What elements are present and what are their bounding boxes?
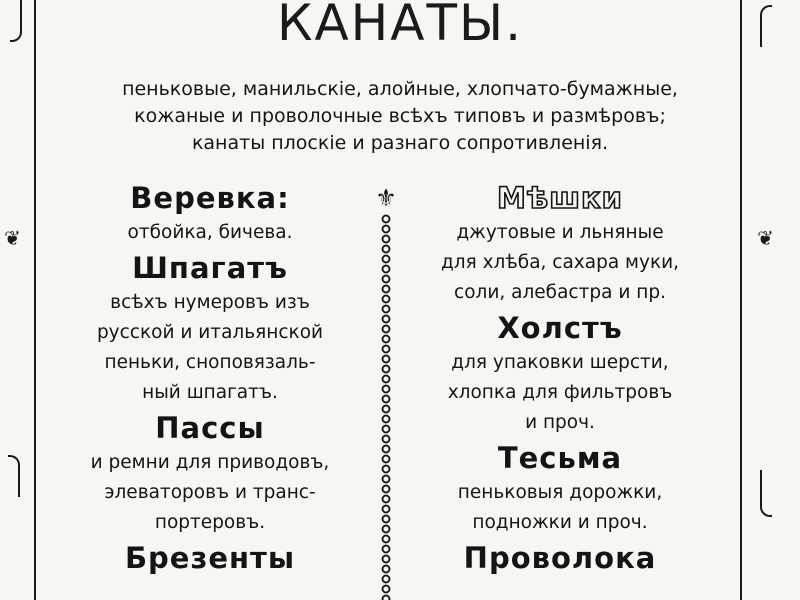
column-divider [374,184,398,600]
right-column [410,178,710,578]
section-heading: Веревка: [130,181,290,215]
section-line: для хлѣба, сахара муки, [440,252,680,273]
beaded-column-divider [380,214,392,600]
section-line: хлопка для фильтровъ [447,382,673,403]
section-line: подножки и проч. [472,512,648,533]
section-line: портеровъ. [154,512,266,533]
section-heading: Пассы [155,411,265,445]
section-line: и проч. [525,412,595,433]
section-line: элеваторовъ и транс- [104,482,316,503]
section-line: джутовые и льняные [456,222,664,243]
right-frame-line [740,0,742,600]
section-line: соли, алебастра и пр. [454,282,666,303]
left-bottom-curl [8,455,20,497]
section-line: русской и итальянской [96,322,324,343]
left-scroll-ornament-icon: ❦ [4,226,21,250]
section-tesma [410,438,710,538]
intro-line: канаты плоскіе и разнаго сопротивленія. [191,132,609,154]
section-passy [60,408,360,538]
section-verevka [60,178,360,248]
section-line: для упаковки шерсти, [451,352,669,373]
section-line: всѣхъ нумеровъ изъ [110,292,310,313]
section-heading: Мѣшки [497,181,623,215]
section-meshki [410,178,710,308]
section-heading: Брезенты [124,541,296,575]
section-provoloka [410,538,710,578]
left-frame-line [34,0,36,600]
right-bottom-curl [760,470,772,517]
fan-ornament-icon: ⚜ [375,184,397,212]
intro-line: пеньковые, манильскіе, алойные, хлопчато-бумажные, [122,78,678,100]
section-shpagat [60,248,360,408]
section-line: пеньковыя дорожки, [457,482,663,503]
section-heading: Шпагатъ [132,251,288,285]
section-line: ный шпагатъ. [142,382,278,403]
intro-line: кожаные и проволочные всѣхъ типовъ и размѣровъ; [134,105,666,127]
section-heading: Проволока [463,541,657,575]
section-brezenty [60,538,360,578]
section-holst [410,308,710,438]
left-column [60,178,360,578]
intro-text [60,76,740,157]
section-line: пеньки, сноповязаль- [104,352,316,373]
section-heading: Холстъ [497,311,623,345]
section-heading: Тесьма [497,441,623,475]
section-line: и ремни для приводовъ, [90,452,330,473]
section-line: отбойка, бичева. [127,222,293,243]
right-scroll-ornament-icon: ❦ [757,226,774,250]
page-title: КАНАТЫ. [276,0,524,52]
